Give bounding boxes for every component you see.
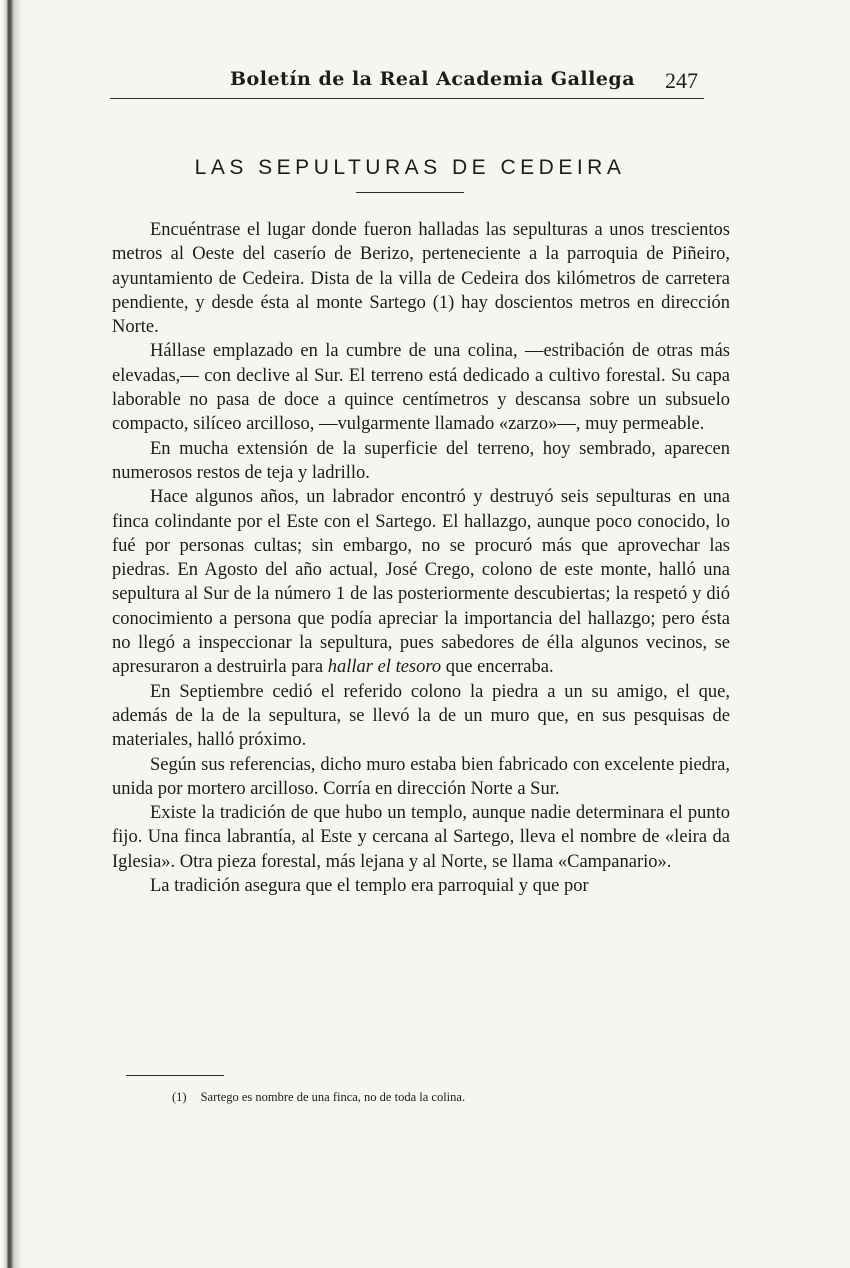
paragraph: Hállase emplazado en la cumbre de una colina, —estribación de otras más elevadas,— con declive al Sur. El terreno está dedicado a cultivo forestal. Su capa laborable no pasa de doce a quince centímetros y descansa sobre un subsuelo compacto, silíceo arcilloso, —vulgarmente llamado «zarzo»—, muy permeable.: [112, 341, 730, 435]
article-title: LAS SEPULTURAS DE CEDEIRA: [194, 156, 626, 179]
paragraph: [112, 485, 730, 679]
paragraph: En mucha extensión de la superficie del terreno, hoy sembrado, aparecen numerosos restos de teja y ladrillo.: [112, 438, 730, 483]
article-body: [112, 218, 730, 898]
journal-title: Boletín de la Real Academia Gallega: [230, 68, 636, 90]
page-number: 247: [665, 68, 698, 93]
running-header: [110, 66, 704, 96]
title-rule: [356, 192, 464, 193]
paragraph: En Septiembre cedió el referido colono la piedra a un su amigo, el que, además de la de la sepultura, se llevó la de un muro que, en sus pesquisas de materiales, halló próximo.: [112, 681, 730, 751]
paragraph: Según sus referencias, dicho muro estaba bien fabricado con excelente piedra, unida por mortero arcilloso. Corría en dirección Norte a Sur.: [112, 754, 730, 799]
paragraph-text-end: que encerraba.: [445, 657, 554, 678]
paragraph: Existe la tradición de que hubo un templo, aunque nadie determinara el punto fijo. Una finca labrantía, al Este y cercana al Sartego, lleva el nombre de «leira da Iglesia». Otra pieza forestal, más lejana y al Norte, se llama «Campanario».: [112, 803, 730, 872]
header-rule: [110, 98, 704, 99]
italic-phrase: hallar el tesoro: [327, 657, 442, 678]
paragraph-text: Hace algunos años, un labrador encontró y destruyó seis sepulturas en una finca colindante por el Este con el Sartego. El hallazgo, aunque poco conocido, lo fué por personas cultas; sin embargo, no se procuró más que aprovechar las piedras. En Agosto del año actual, José Crego, colono de este monte, halló una sepultura al Sur de la número 1 de las posteriormente descubiertas; la respetó y dió conocimiento a persona que podía apreciar la importancia del hallazgo; pero ésta no llegó a inspeccionar la sepultura, pues sabedores de élla algunos vecinos, se apresuraron a destruirla para: [112, 487, 730, 678]
footnote-marker: (1): [172, 1090, 187, 1104]
paragraph: La tradición asegura que el templo era parroquial y que por: [150, 876, 589, 897]
footnote: [172, 1090, 692, 1105]
book-binding-edge: [0, 0, 22, 1268]
footnote-rule: [126, 1075, 224, 1076]
footnote-text: Sartego es nombre de una finca, no de toda la colina.: [200, 1090, 466, 1104]
paragraph: Encuéntrase el lugar donde fueron halladas las sepulturas a unos trescientos metros al Oeste del caserío de Berizo, perteneciente a la parroquia de Piñeiro, ayuntamiento de Cedeira. Dista de la villa de Cedeira dos kilómetros de carretera pendiente, y desde ésta al monte Sartego (1) hay doscientos metros en dirección Norte.: [112, 220, 730, 338]
